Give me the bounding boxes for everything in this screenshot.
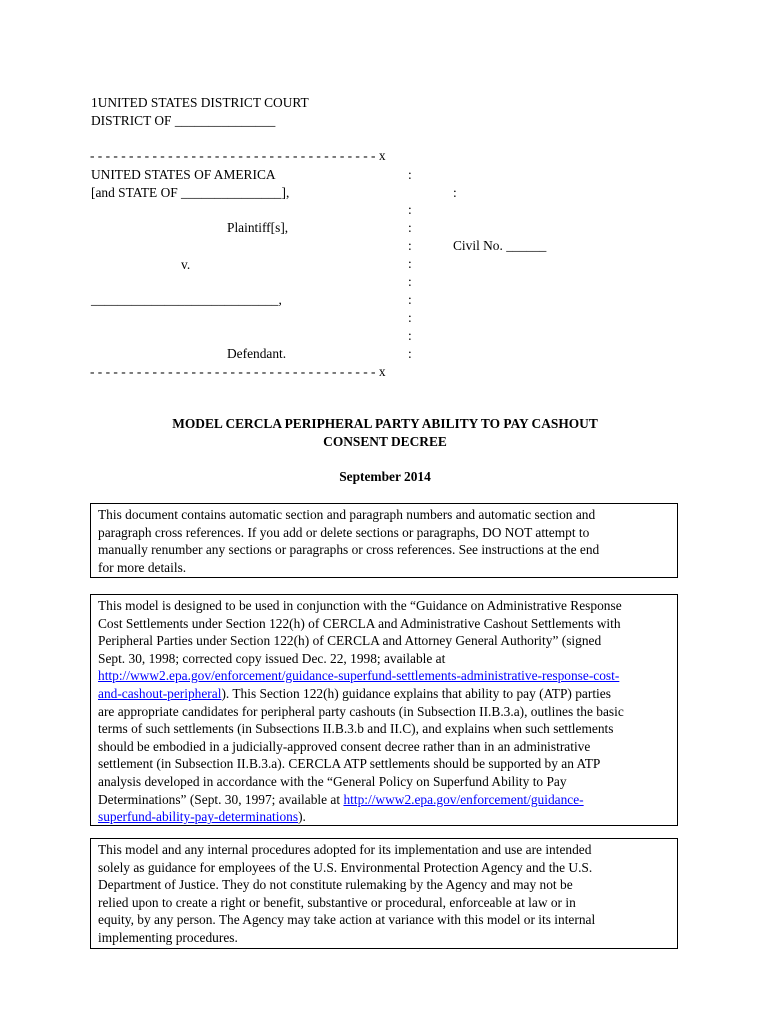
disclaimer-line: implementing procedures. <box>98 929 238 945</box>
document-title: MODEL CERCLA PERIPHERAL PARTY ABILITY TO PAY CASHOUT <box>172 416 598 431</box>
plaintiff-state: [and STATE OF _______________], <box>91 185 290 200</box>
caption-colon: : <box>408 238 412 253</box>
notice-line: This model is designed to be used in conjunction with the “Guidance on Administrative Response <box>98 598 622 613</box>
caption-colon: : <box>408 167 412 182</box>
caption-colon: : <box>408 220 412 235</box>
instructions-notice-box <box>90 503 678 578</box>
notice-line: analysis developed in accordance with the “General Policy on Superfund Ability to Pay <box>98 773 567 789</box>
notice-text: ). This Section 122(h) guidance explains that ability to pay (ATP) parties <box>221 685 611 701</box>
notice-text: ). <box>298 809 306 825</box>
notice-line: for more details. <box>98 559 187 575</box>
caption-divider-top: - - - - - - - - - - - - - - - - - - - - - - - - - - - - - - - - - - - - - x <box>90 148 386 163</box>
notice-line: should be embodied in a judicially-approved consent decree rather than in an administrative <box>98 738 591 754</box>
document-title-line2: CONSENT DECREE <box>323 434 447 449</box>
notice-line: are appropriate candidates for peripheral party cashouts (in Subsection II.B.3.a), outlines the basic <box>98 703 624 719</box>
disclaimer-line: Department of Justice. They do not constitute rulemaking by the Agency and may not be <box>98 877 573 893</box>
ability-to-pay-link[interactable]: http://www2.epa.gov/enforcement/guidance- <box>343 791 584 807</box>
caption-colon: : <box>408 202 412 217</box>
notice-line: settlement (in Subsection II.B.3.a). CERCLA ATP settlements should be supported by an ATP <box>98 756 601 772</box>
disclaimer-line: equity, by any person. The Agency may take action at variance with this model or its internal <box>98 912 596 928</box>
caption-colon: : <box>408 346 412 361</box>
plaintiff-label: Plaintiff[s], <box>227 220 289 235</box>
notice-line: paragraph cross references. If you add or delete sections or paragraphs, DO NOT attempt to <box>98 524 590 540</box>
caption-colon: : <box>408 274 412 289</box>
notice-line: Cost Settlements under Section 122(h) of CERCLA and Administrative Cashout Settlements with <box>98 615 621 631</box>
ability-to-pay-link-continued[interactable]: superfund-ability-pay-determinations <box>98 809 299 825</box>
notice-line: This document contains automatic section and paragraph numbers and automatic section and <box>98 507 596 522</box>
disclaimer-line: relied upon to create a right or benefit, substantive or procedural, enforceable at law or in <box>98 894 576 910</box>
disclaimer-box <box>90 838 678 949</box>
civil-number: Civil No. ______ <box>453 238 547 253</box>
notice-line: terms of such settlements (in Subsections II.B.3.b and II.C), and explains when such settlements <box>98 721 614 737</box>
caption-colon: : <box>408 328 412 343</box>
notice-line: manually renumber any sections or paragraphs or cross references. See instructions at the end <box>98 542 600 558</box>
versus-label: v. <box>181 257 191 272</box>
caption-divider-bottom: - - - - - - - - - - - - - - - - - - - - - - - - - - - - - - - - - - - - - x <box>90 364 386 379</box>
notice-text: Determinations” (Sept. 30, 1997; available at <box>98 791 344 807</box>
caption-colon: : <box>408 310 412 325</box>
disclaimer-line: solely as guidance for employees of the U.S. Environmental Protection Agency and the U.S. <box>98 859 593 875</box>
court-district: DISTRICT OF _______________ <box>91 113 276 128</box>
court-name: 1UNITED STATES DISTRICT COURT <box>91 95 309 110</box>
disclaimer-line: This model and any internal procedures adopted for its implementation and use are intended <box>98 842 592 857</box>
defendant-label: Defendant. <box>227 346 287 361</box>
caption-colon: : <box>408 292 412 307</box>
guidance-link-continued[interactable]: and-cashout-peripheral <box>98 685 222 701</box>
notice-line: Peripheral Parties under Section 122(h) of CERCLA and Attorney General Authority” (signed <box>98 633 602 649</box>
caption-colon: : <box>453 185 457 200</box>
guidance-notice-box <box>90 594 678 826</box>
document-date: September 2014 <box>339 469 431 484</box>
caption-colon: : <box>408 256 412 271</box>
notice-line: Sept. 30, 1998; corrected copy issued Dec. 22, 1998; available at <box>98 650 446 666</box>
guidance-link[interactable]: http://www2.epa.gov/enforcement/guidance-superfund-settlements-administrative-response-cost- <box>98 668 620 684</box>
plaintiff-name: UNITED STATES OF AMERICA <box>91 167 276 182</box>
defendant-blank: ____________________________, <box>91 292 282 307</box>
